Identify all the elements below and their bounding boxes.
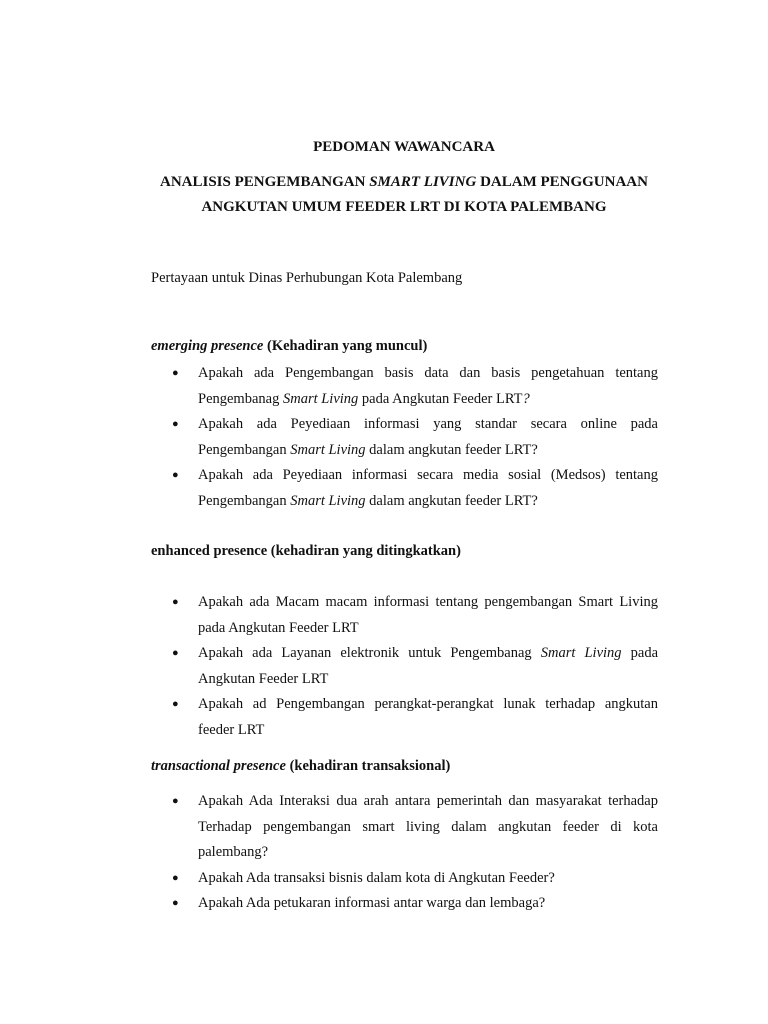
question-text: Apakah Ada petukaran informasi antar warga dan lembaga? [198, 895, 546, 911]
question-item [170, 412, 658, 463]
subtitle-text-b: DALAM PENGGUNAAN [476, 174, 648, 190]
section-term-translation: (kehadiran transaksional) [285, 758, 451, 774]
question-text-end: pada Angkutan Feeder LRT [358, 390, 523, 407]
section-heading-enhanced [151, 541, 461, 561]
question-text: Apakah ada Peyediaan informasi secara media sosial (Medsos) tentang Pengembangan [198, 467, 658, 509]
question-item [170, 590, 658, 641]
question-text-end: pada Angkutan Feeder LRT [198, 645, 658, 687]
question-text: Apakah ada Peyediaan informasi yang standar secara online pada Pengembangan [198, 416, 658, 458]
document-subtitle-line2: ANGKUTAN UMUM FEEDER LRT DI KOTA PALEMBANG [201, 199, 607, 215]
question-list-enhanced [170, 590, 658, 743]
section-term: emerging presence [151, 338, 264, 354]
question-list-emerging [170, 361, 658, 514]
question-list-transactional [170, 789, 658, 917]
subtitle-text-a: ANALISIS PENGEMBANGAN [160, 174, 370, 190]
section-term: enhanced presence [151, 543, 268, 559]
question-text: Apakah ada Layanan elektronik untuk Pengembanag [198, 645, 541, 661]
bullet-icon: ● [172, 469, 179, 481]
bullet-icon: ● [172, 647, 179, 659]
section-heading-emerging [151, 336, 427, 356]
question-text-end: dalam angkutan feeder LRT? [365, 492, 538, 509]
question-text-end: dalam angkutan feeder LRT? [365, 441, 538, 458]
intro-text: Pertayaan untuk Dinas Perhubungan Kota Palembang [151, 270, 463, 286]
bullet-icon: ● [172, 871, 179, 884]
question-text: Apakah ad Pengembangan perangkat-perangkat lunak terhadap angkutan feeder LRT [198, 696, 658, 738]
subtitle-italic-term: SMART LIVING [369, 174, 477, 190]
question-item [170, 789, 658, 866]
question-item [170, 692, 658, 743]
question-mark: ? [522, 390, 530, 407]
question-text: Apakah Ada Interaksi dua arah antara pemerintah dan masyarakat terhadap Terhadap pengembangan smart living dalam angkutan feeder di kota palembang? [198, 793, 658, 860]
document-subtitle-line1 [0, 172, 768, 192]
question-italic-term: Smart Living [290, 492, 366, 509]
question-text: Apakah Ada transaksi bisnis dalam kota di Angkutan Feeder? [198, 869, 555, 886]
section-term-translation: (Kehadiran yang muncul) [263, 338, 428, 354]
question-item [170, 463, 658, 514]
bullet-icon: ● [172, 596, 179, 608]
section-term-translation: (kehadiran yang ditingkatkan) [267, 543, 461, 559]
question-italic-term: Smart Living [540, 645, 622, 661]
question-item [170, 641, 658, 692]
document-title: PEDOMAN WAWANCARA [313, 139, 495, 155]
question-item [170, 866, 658, 892]
bullet-icon: ● [172, 698, 179, 710]
bullet-icon: ● [172, 897, 179, 909]
question-text: Apakah ada Pengembangan basis data dan basis pengetahuan tentang Pengembanag [198, 365, 658, 407]
bullet-icon: ● [172, 418, 179, 430]
question-text: Apakah ada Macam macam informasi tentang pengembangan Smart Living pada Angkutan Feeder LRT [198, 594, 658, 636]
bullet-icon: ● [172, 795, 179, 807]
question-item [170, 891, 658, 917]
bullet-icon: ● [172, 367, 179, 379]
question-item [170, 361, 658, 412]
section-heading-transactional [151, 756, 450, 776]
section-term: transactional presence [151, 758, 286, 774]
question-italic-term: Smart Living [282, 390, 359, 407]
question-italic-term: Smart Living [290, 441, 366, 458]
